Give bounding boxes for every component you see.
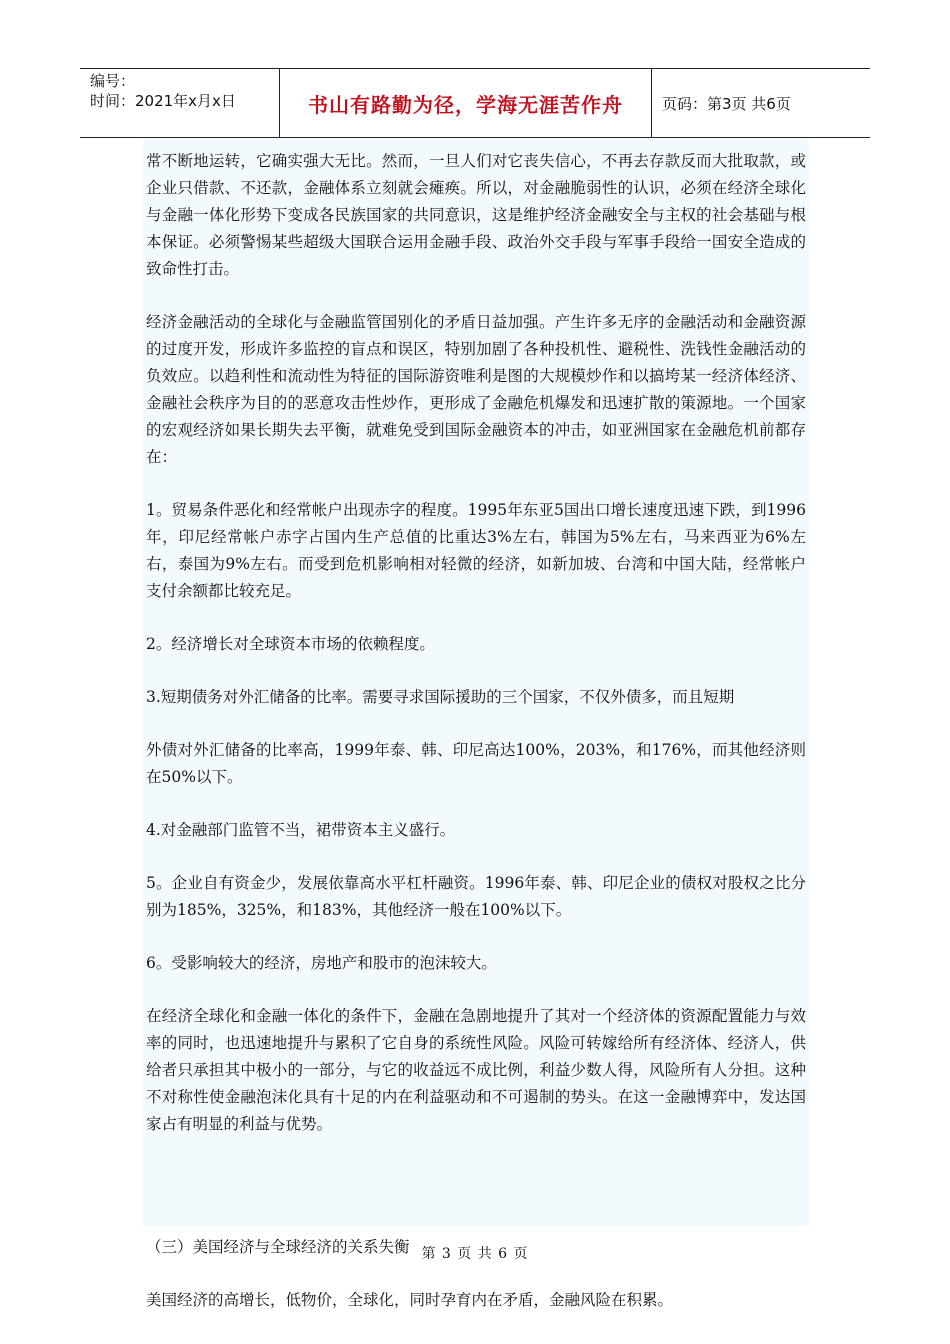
paragraph: 美国经济的高增长，低物价，全球化，同时孕育内在矛盾，金融风险在积累。 — [146, 1291, 674, 1309]
header-meta — [80, 69, 280, 137]
serial-number-label: 编号： — [90, 72, 136, 90]
document-header — [80, 68, 870, 138]
paragraph: 外债对外汇储备的比率高，1999年泰、韩、印尼高达100%，203%，和176%，而其他经济则在50%以下。 — [146, 741, 806, 786]
date-label: 时间：2021年x月x日 — [90, 92, 236, 110]
list-item: 2。经济增长对全球资本市场的依赖程度。 — [146, 635, 435, 653]
list-item: 6。受影响较大的经济，房地产和股市的泡沫较大。 — [146, 954, 497, 972]
list-item: 1。贸易条件恶化和经常帐户出现赤字的程度。1995年东亚5国出口增长速度迅速下跌，到1996年，印尼经常帐户赤字占国内生产总值的比重达3%左右，韩国为5%左右，马来西亚为6%左右，泰国为9%左右。而受到危机影响相对轻微的经济，如新加坡、台湾和中国大陆，经常帐户支付余额都比较充足。 — [146, 501, 806, 600]
page-footer: 第 3 页 共 6 页 — [421, 1246, 529, 1262]
paragraph: 常不断地运转，它确实强大无比。然而，一旦人们对它丧失信心，不再去存款反而大批取款，或企业只借款、不还款，金融体系立刻就会瘫痪。所以，对金融脆弱性的认识，必须在经济全球化与金融一体化形势下变成各民族国家的共同意识，这是维护经济金融安全与主权的社会基础与根本保证。必须警惕某些超级大国联合运用金融手段、政治外交手段与军事手段给一国安全造成的致命性打击。 — [146, 152, 806, 278]
section-heading: （三）美国经济与全球经济的关系失衡 — [146, 1238, 410, 1256]
paragraph: 经济金融活动的全球化与金融监管国别化的矛盾日益加强。产生许多无序的金融活动和金融资源的过度开发，形成许多监控的盲点和误区，特别加剧了各种投机性、避税性、洗钱性金融活动的负效应。以趋利性和流动性为特征的国际游资唯利是图的大规模炒作和以搞垮某一经济体经济、金融社会秩序为目的的恶意攻击性炒作，更形成了金融危机爆发和迅速扩散的策源地。一个国家的宏观经济如果长期失去平衡，就难免受到国际金融资本的冲击，如亚洲国家在金融危机前都存在： — [146, 313, 806, 466]
list-item: 5。企业自有资金少，发展依靠高水平杠杆融资。1996年泰、韩、印尼企业的债权对股权之比分别为185%，325%，和183%，其他经济一般在100%以下。 — [146, 874, 806, 919]
list-item: 4.对金融部门监管不当，裙带资本主义盛行。 — [146, 821, 456, 839]
header-page-info: 页码：第3页 共6页 — [662, 94, 791, 113]
header-motto: 书山有路勤为径，学海无涯苦作舟 — [280, 69, 652, 137]
document-body — [146, 148, 806, 1340]
list-item: 3.短期债务对外汇储备的比率。需要寻求国际援助的三个国家，不仅外债多，而且短期 — [146, 688, 735, 706]
paragraph: 在经济全球化和金融一体化的条件下，金融在急剧地提升了其对一个经济体的资源配置能力与效率的同时，也迅速地提升与累积了它自身的系统性风险。风险可转嫁给所有经济体、经济人，供给者只承担其中极小的一部分，与它的收益远不成比例，利益少数人得，风险所有人分担。这种不对称性使金融泡沫化具有十足的内在利益驱动和不可遏制的势头。在这一金融博弈中，发达国家占有明显的利益与优势。 — [146, 1007, 806, 1133]
